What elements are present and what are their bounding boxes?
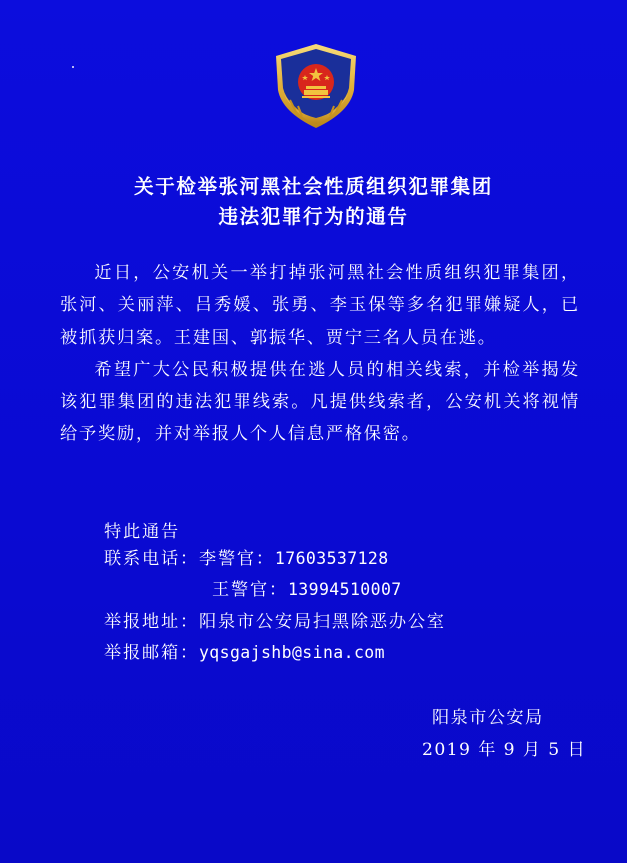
contact2-name: 王警官： [212, 580, 288, 600]
issuer-name: 阳泉市公安局 [432, 708, 544, 728]
contact-label: 联系电话： [104, 549, 199, 569]
speck-mark [72, 66, 74, 68]
contact1-name: 李警官： [198, 549, 275, 569]
closing-text: 特此通告 [104, 522, 180, 542]
email-row [104, 637, 385, 669]
notice-paragraph-1: 近日，公安机关一举打掉张河黑社会性质组织犯罪集团，张河、关丽萍、吕秀媛、张勇、李玉保等多名犯罪嫌疑人，已被抓获归案。王建国、郭振华、贾宁三名人员在逃。 [60, 263, 580, 348]
notice-title-line1: 关于检举张河黑社会性质组织犯罪集团 [134, 175, 493, 198]
contact2-phone[interactable]: 13994510007 [287, 580, 402, 599]
notice-paragraph-2: 希望广大公民积极提供在逃人员的相关线索，并检举揭发该犯罪集团的违法犯罪线索。凡提供线索者，公安机关将视情给予奖励，并对举报人个人信息严格保密。 [60, 359, 580, 445]
address-label: 举报地址： [104, 612, 199, 632]
issue-date: 2019 年 9 月 5 日 [422, 740, 587, 760]
notice-body [60, 257, 580, 451]
contact-row-1 [104, 543, 389, 575]
contact1-phone[interactable]: 17603537128 [274, 549, 389, 568]
police-emblem-icon [270, 42, 362, 130]
contact-row-2 [212, 574, 402, 606]
email-label: 举报邮箱： [104, 643, 199, 663]
email-link[interactable]: yqsgajshb@sina.com [198, 643, 385, 662]
notice-title-line2: 违法犯罪行为的通告 [218, 205, 409, 228]
address-value: 阳泉市公安局扫黑除恶办公室 [198, 612, 446, 632]
address-row [104, 606, 446, 638]
